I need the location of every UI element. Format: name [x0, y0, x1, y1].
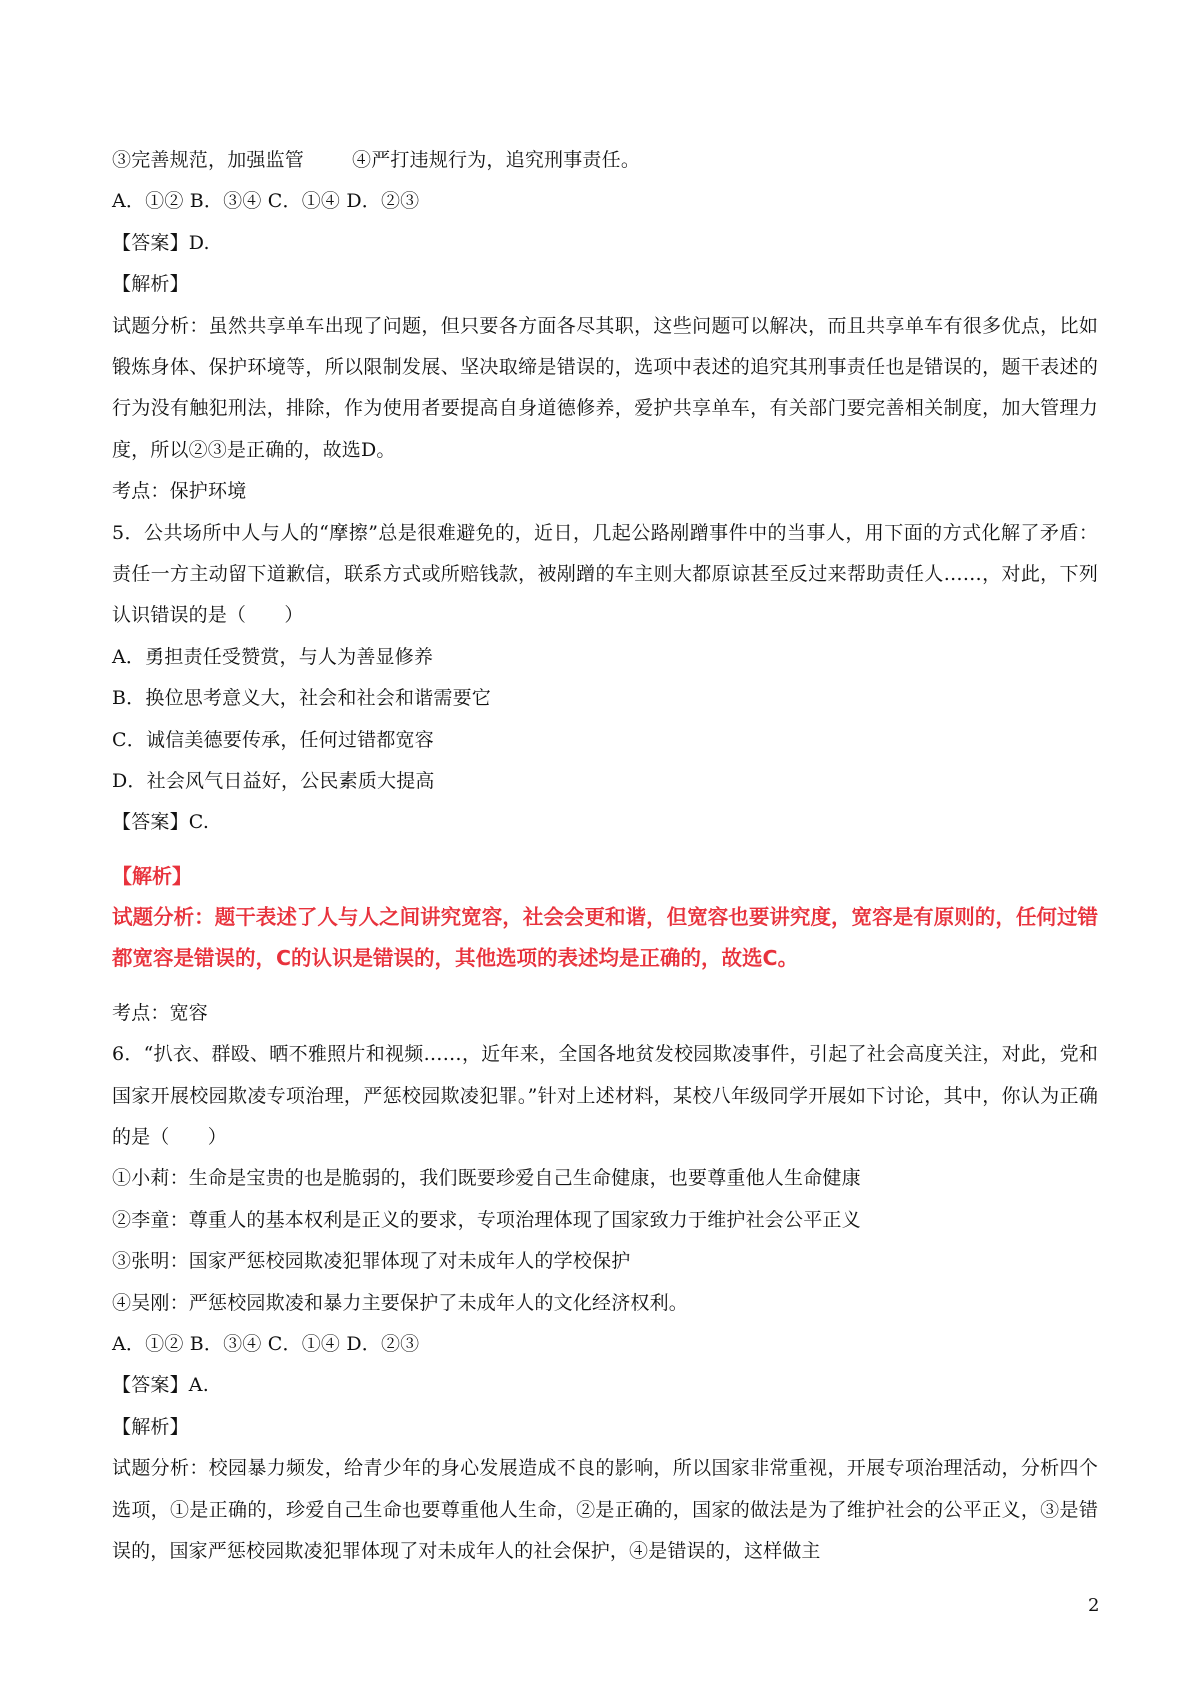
- q5-answer: 【答案】C.: [112, 811, 210, 834]
- q6-option-3: ③张明：国家严惩校园欺凌犯罪体现了对未成年人的学校保护: [112, 1250, 631, 1273]
- page-number: 2: [1088, 1595, 1100, 1616]
- q5-option-a: A．勇担责任受赞赏，与人为善显修养: [112, 645, 434, 668]
- q6-analysis-heading: 【解析】: [112, 1415, 189, 1438]
- q5-analysis-text: 试题分析：题干表述了人与人之间讲究宽容，社会会更和谐，但宽容也要讲究度，宽容是有原则的，任何过错都宽容是错误的，C的认识是错误的，其他选项的表述均是正确的，故选C。: [112, 904, 1098, 970]
- q5-analysis-heading: 【解析】: [112, 863, 192, 888]
- q4-analysis-text: 试题分析：虽然共享单车出现了问题，但只要各方面各尽其职，这些问题可以解决，而且共享单车有很多优点，比如锻炼身体、保护环境等，所以限制发展、坚决取缔是错误的，选项中表述的追究其刑事责任也是错误的，题干表述的行为没有触犯刑法，排除，作为使用者要提高自身道德修养，爱护共享单车，有关部门要完善相关制度，加大管理力度，所以②③是正确的，故选D。: [112, 314, 1098, 461]
- q6-option-4: ④吴刚：严惩校园欺凌和暴力主要保护了未成年人的文化经济权利。: [112, 1291, 689, 1314]
- q6-choices: A．①② B．③④ C．①④ D．②③: [112, 1332, 420, 1355]
- q4-option-4: ④严打违规行为，追究刑事责任。: [352, 149, 641, 171]
- q4-kaodian: 考点：保护环境: [112, 480, 247, 503]
- q6-stem: 6．“扒衣、群殴、晒不雅照片和视频……，近年来，全国各地贫发校园欺凌事件，引起了社会高度关注，对此，党和国家开展校园欺凌专项治理，严惩校园欺凌犯罪。”针对上述材料，某校八年级同学开展如下讨论，其中，你认为正确的是（ ）: [112, 1043, 1098, 1148]
- q5-kaodian: 考点：宽容: [112, 1001, 209, 1024]
- q4-answer: 【答案】D.: [112, 231, 210, 254]
- page-content: [112, 140, 1098, 1572]
- q4-choices: A．①② B．③④ C．①④ D．②③: [112, 190, 420, 213]
- q4-analysis-heading: 【解析】: [112, 273, 189, 296]
- q6-option-1: ①小莉：生命是宝贵的也是脆弱的，我们既要珍爱自己生命健康，也要尊重他人生命健康: [112, 1167, 861, 1190]
- q6-option-2: ②李童：尊重人的基本权利是正义的要求，专项治理体现了国家致力于维护社会公平正义: [112, 1208, 861, 1231]
- q5-option-b: B．换位思考意义大，社会和社会和谐需要它: [112, 687, 491, 710]
- q6-answer: 【答案】A.: [112, 1374, 209, 1397]
- q5-option-c: C．诚信美德要传承，任何过错都宽容: [112, 728, 434, 751]
- q5-stem: 5．公共场所中人与人的“摩擦”总是很难避免的，近日，几起公路剐蹭事件中的当事人，用下面的方式化解了矛盾：责任一方主动留下道歉信，联系方式或所赔钱款，被剐蹭的车主则大都原谅甚至反过来帮助责任人……，对此，下列认识错误的是（ ）: [112, 521, 1098, 627]
- q4-options-row: [112, 140, 1098, 181]
- q4-option-3: ③完善规范，加强监管: [112, 149, 305, 171]
- q6-analysis-text: 试题分析：校园暴力频发，给青少年的身心发展造成不良的影响，所以国家非常重视，开展专项治理活动，分析四个选项，①是正确的，珍爱自己生命也要尊重他人生命，②是正确的，国家的做法是为了维护社会的公平正义，③是错误的，国家严惩校园欺凌犯罪体现了对未成年人的社会保护，④是错误的，这样做主: [112, 1457, 1098, 1562]
- q5-option-d: D．社会风气日益好，公民素质大提高: [112, 769, 435, 792]
